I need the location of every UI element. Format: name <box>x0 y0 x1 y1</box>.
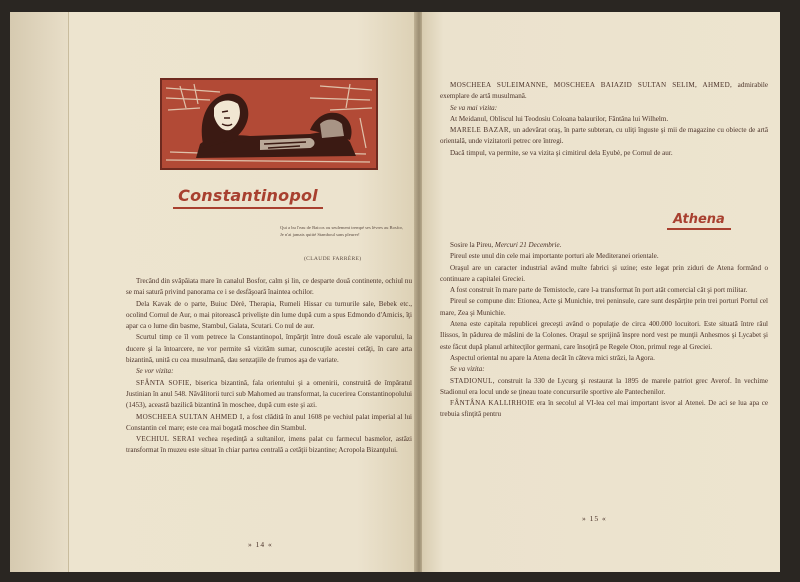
paragraph: Atena este capitala republicei greceşti având o populaţie de circa 400.000 locuitori. Este situată între râul Ilissos, în pădurea de măslini de la Colones. Oraşul se sprijină înspre nord vest pe munţii Anhesmos şi Lycabet şi este făcut după planul arhitecţilor germani, care însoţiră pe Regele Oton, primul rege al Greciei. <box>440 320 768 351</box>
item-text: vechea reşedinţă a sultanilor, imens palat cu farmecul basmelor, astăzi transformat în muzeu este situat în chiar partea centrală a cetăţii bizantine; Acropola Bizanţului. <box>126 435 412 455</box>
paragraph: Trecând din svăpăiata mare în canalul Bosfor, calm şi lin, ce desparte două continente, ochiul nu se mai satură privind panorama ce i se desfăşoară înaintea ochilor. <box>126 277 412 297</box>
title-text: Constantinopol <box>178 186 318 205</box>
epigraph-citation: (CLAUDE FARRÈRE) <box>304 256 362 262</box>
right-page <box>422 12 780 572</box>
underlying-page-edge <box>10 12 69 572</box>
left-page <box>10 12 418 572</box>
item-name: MOSCHEEA SULTAN AHMED I, <box>136 412 245 421</box>
item-text: a fost clădită în anul 1608 pe vechiul palat imperial al lui Constantin cel mare; este cea mai bogată moschee din Stambul. <box>126 412 413 432</box>
epigraph: Qui a bu l'eau de Baicos ou seulement trempé ses lèvres au Bosfor, Je n'ai jamais quitté Stamboul sans pleurer! <box>280 225 403 237</box>
list-item <box>440 125 768 148</box>
item-text: construit la 330 de Lycurg şi restaurat la 1895 de marele patriot grec Averof. In vechime Stadionul era locul unde se ţineau toate concursurile sportive ale Pantechenilor. <box>440 376 768 396</box>
list-item <box>440 376 768 399</box>
paragraph: Aspectul oriental nu apare la Atena decât în câteva mici străzi, la Agora. <box>450 353 655 362</box>
item-name: SFÂNTA SOFIE, <box>136 378 192 387</box>
item-text: biserica bizantină, fala orientului şi a omenirii, construită de împăratul Justinian în anul 548. Năvălitorii turci sub Mahomed au transformat, la cucerirea Constantinopolului (1453), această bazilică bizantină în moschee, după cum este şi azi. <box>126 378 412 410</box>
right-page-content <box>422 12 780 572</box>
sphinx-illustration <box>160 78 378 170</box>
section-heading: Se vor vizita: <box>136 367 174 376</box>
page-number-left: » 14 « <box>248 540 273 549</box>
title-underline <box>173 207 323 209</box>
paragraph: Dacă timpul, va permite, se va vizita şi cimitirul dela Eyubè, pe Cornul de aur. <box>450 148 673 157</box>
section-title-constantinopol <box>78 186 418 209</box>
paragraph: Dela Kavak de o parte, Buiuc Dèrè, Therapia, Rumeli Hissar cu turnurile sale, Bebek etc., ocolind Cornul de Aur, o mai pitorească privelişte din lume după cum a spus Edmondo d'Amicis, îţi apar ca o lume din basme, Stambul, Galata, Scutari. Co nul de aur. <box>126 299 412 331</box>
list-item <box>126 378 412 412</box>
paragraph: A fost construit în mare parte de Temistocle, care l-a transformat în port atât comercial cât şi port militar. <box>450 286 748 295</box>
paragraph-text: Sosire la Pireu, <box>450 241 495 249</box>
title-underline <box>667 228 731 230</box>
paragraph: At Meidanul, Obliscul lui Teodosiu Coloana balaurilor, Fântâna lui Wilhelm. <box>450 114 669 123</box>
list-item <box>440 398 768 421</box>
title-text: Athena <box>673 212 725 227</box>
right-body-text <box>440 80 768 159</box>
item-name: MARELE BAZAR, <box>450 126 511 135</box>
paragraph <box>440 80 768 103</box>
section-title-athena <box>644 212 754 230</box>
item-text: un adevărat oraş, în parte subteran, cu uliţi înguste şi mii de magazine cu obiecte de artă orientală, unde vizitatorii petrec ore întregi. <box>440 126 768 146</box>
item-name: VECHIUL SERAI <box>136 435 195 444</box>
paragraph <box>440 240 768 251</box>
paragraph: Oraşul are un caracter industrial având multe fabrici şi uzine; este legat prin ziduri de Atena formând o continuare a capitalei Greciei. <box>440 263 768 283</box>
item-name: FÂNTÂNA KALLIRHOIE <box>450 399 535 408</box>
list-item <box>126 434 412 457</box>
item-name: MOSCHEEA SULEIMANNE, MOSCHEEA BAIAZID SULTAN SELIM, AHMED, <box>450 81 733 89</box>
left-body-text <box>126 276 412 457</box>
paragraph: Pireul este unul din cele mai importante porturi ale Mediteranei orientale. <box>450 252 659 261</box>
item-name: STADIONUL, <box>450 376 495 385</box>
list-item <box>126 412 412 435</box>
section-heading: Se va mai vizita: <box>450 103 498 112</box>
item-text: admirabile exemplare de artă musulmană. <box>440 81 768 101</box>
booklet-spread <box>10 12 780 572</box>
page-number-right: » 15 « <box>582 514 607 523</box>
date-text: Mercuri 21 Decembrie. <box>494 241 562 249</box>
left-page-content <box>78 12 418 572</box>
athena-body-text <box>440 240 768 421</box>
item-text: era în secolul al VI-lea cel mai important isvor al Atenei. De aci se lua apa ce trebuia sfinţită pentru <box>440 399 768 419</box>
paragraph: Scurtul timp ce îl vom petrece la Constantinopol, împărţit între două escale ale vaporului, la ducere şi la întoarcere, ne vor permite să vizităm sumar, cunoscuţile acestei cetăţi, în care arta bizantină, unită cu cea musulmană, dau senzaţiile de frumos aşa de variate. <box>126 333 412 365</box>
section-heading: Se va vizita: <box>450 365 485 374</box>
paragraph: Pireul se compune din: Etionea, Acte şi Munichie, trei peninsule, care sunt despărţite prin trei porturi Portul cel mare, Zea şi Munichie. <box>440 297 768 317</box>
